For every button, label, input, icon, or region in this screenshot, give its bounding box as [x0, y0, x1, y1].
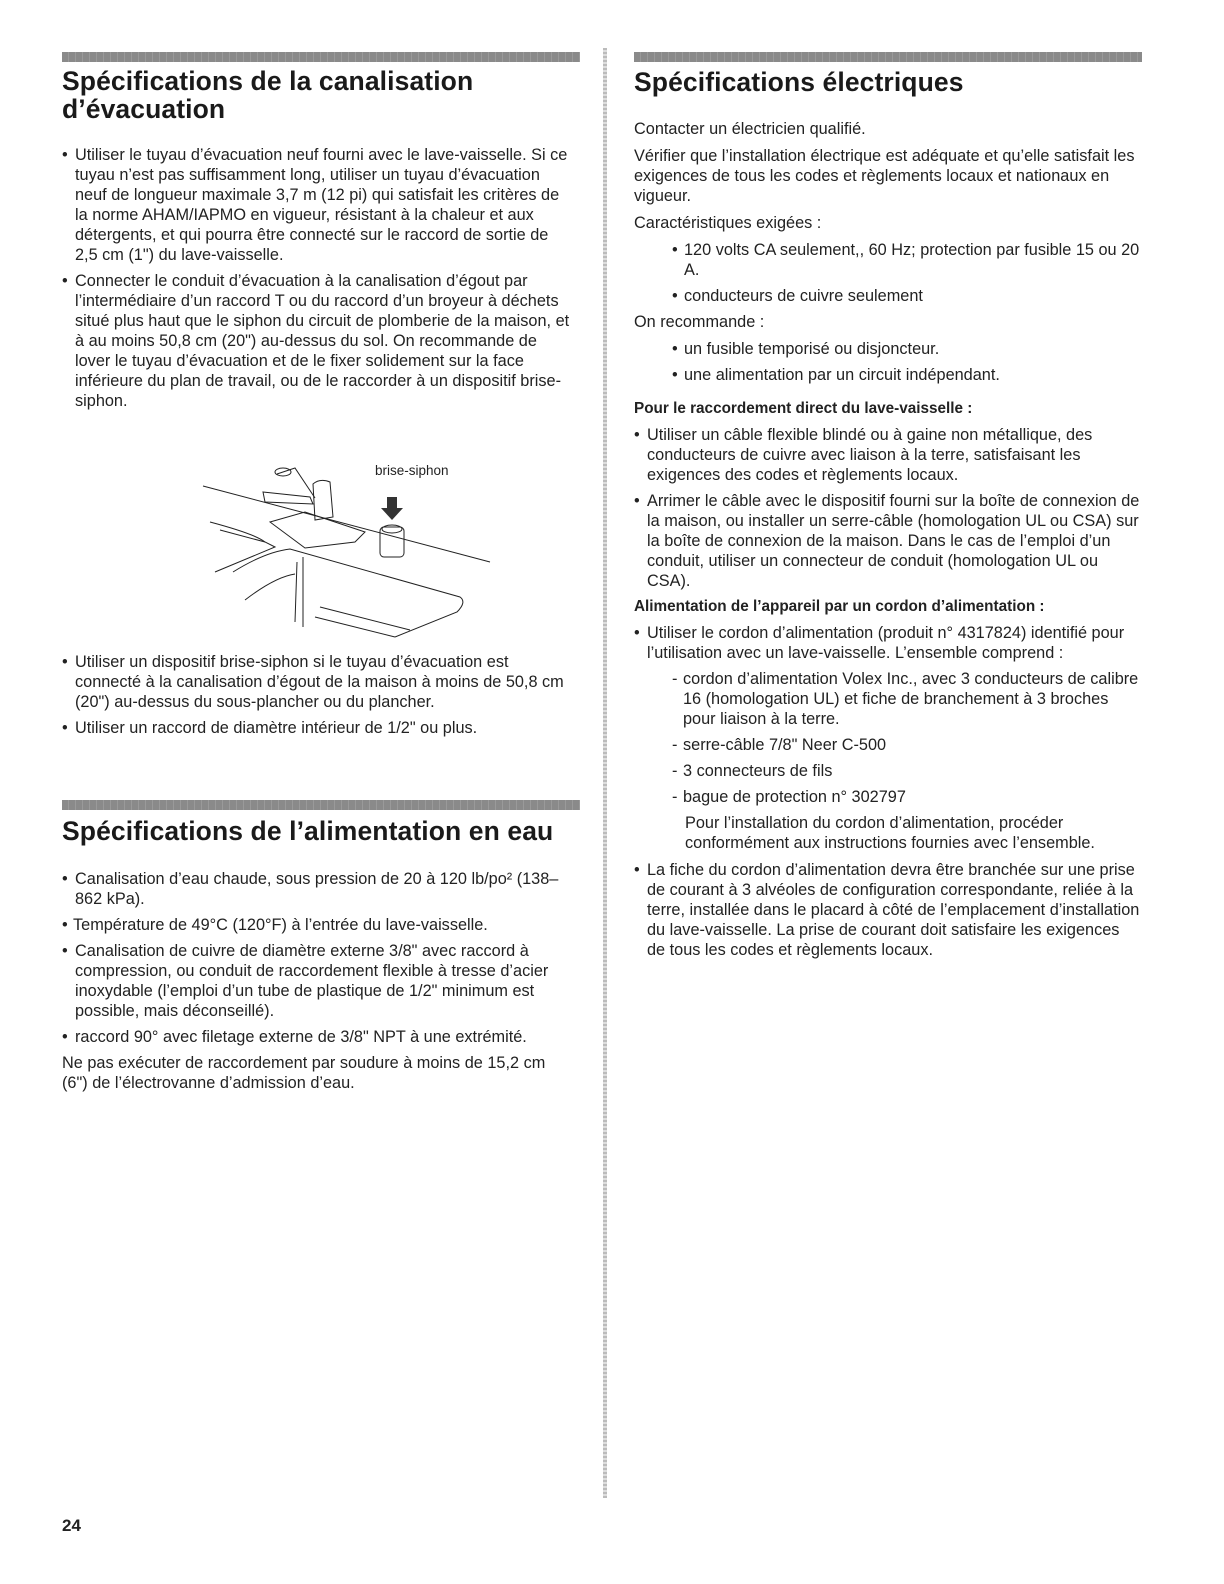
electrical-title: Spécifications électriques — [634, 67, 964, 97]
list-item: • Utiliser un raccord de diamètre intérieur de 1/2" ou plus. — [62, 718, 572, 738]
list-item: • conducteurs de cuivre seulement — [672, 286, 1142, 306]
paragraph: Vérifier que l’installation électrique est adéquate et qu’elle satisfait les exigences de tous les codes et règlements locaux et nationaux en vigueur. — [634, 147, 1135, 205]
list-item: • Utiliser un câble flexible blindé ou à gaine non métallique, des conducteurs de cuivre avec liaison à la terre, satisfaisant les exigences des codes et règlements locaux. — [634, 425, 1142, 485]
page-number: 24 — [62, 1516, 81, 1535]
sink-illustration — [195, 452, 495, 647]
kit-item: - bague de protection n° 302797 — [672, 787, 1142, 807]
drain-title: Spécifications de la canalisation d’évacuation — [62, 66, 474, 124]
paragraph: Contacter un électricien qualifié. — [634, 120, 866, 138]
list-item: • un fusible temporisé ou disjoncteur. — [672, 339, 1142, 359]
drain-section — [62, 52, 580, 417]
kit-item: - cordon d’alimentation Volex Inc., avec 3 conducteurs de calibre 16 (homologation UL) et fiche de branchement à 3 broches pour liaison à la terre. — [672, 669, 1142, 729]
cord-heading: Alimentation de l’appareil par un cordon d’alimentation : — [634, 598, 1045, 615]
list-item: • raccord 90° avec filetage externe de 3/8" NPT à une extrémité. — [62, 1027, 572, 1047]
requirements-label: Caractéristiques exigées : — [634, 214, 822, 232]
water-section — [62, 800, 580, 1100]
list-item: • Utiliser le tuyau d’évacuation neuf fourni avec le lave-vaisselle. Si ce tuyau n’est pas suffisamment long, utiliser un tuyau d’évacuation neuf de longueur maximale 3,7 m (12 pi) qui satisfait les critères de la norme AHAM/IAPMO en vigueur, résistant à la chaleur et aux détergents, et qui pourra être connecté sur le raccord de sortie de 2,5 cm (1") du lave-vaisselle. — [62, 145, 572, 265]
list-item: • 120 volts CA seulement,, 60 Hz; protection par fusible 15 ou 20 A. — [672, 240, 1142, 280]
arrow-down-icon — [381, 497, 403, 520]
section-bar — [62, 800, 580, 810]
drain-section-continued — [62, 652, 580, 744]
section-bar — [62, 52, 580, 62]
list-item: • Utiliser un dispositif brise-siphon si le tuyau d’évacuation est connecté à la canalisation d’égout de la maison à moins de 50,8 cm (20") au-dessus du sous-plancher ou du plancher. — [62, 652, 572, 712]
list-item: • Température de 49°C (120°F) à l’entrée du lave-vaisselle. — [62, 915, 572, 935]
kit-item: - serre-câble 7/8" Neer C-500 — [672, 735, 1142, 755]
electrical-section — [634, 52, 1142, 966]
solder-note: Ne pas exécuter de raccordement par soudure à moins de 15,2 cm (6") de l’électrovanne d’admission d’eau. — [62, 1054, 546, 1092]
list-item: • Connecter le conduit d’évacuation à la canalisation d’égout par l’intermédiaire d’un raccord T ou du raccord d’un broyeur à déchets situé plus haut que le siphon du circuit de plomberie de la maison, et à au moins 50,8 cm (20") au-dessus du sol. On recommande de lover le tuyau d’évacuation et de le fixer solidement sur la face inférieure du plan de travail, ou de le raccorder à un dispositif brise-siphon. — [62, 271, 572, 411]
kit-item: - 3 connecteurs de fils — [672, 761, 1142, 781]
figure-label: brise-siphon — [375, 463, 449, 478]
column-divider — [603, 48, 607, 1498]
recommend-label: On recommande : — [634, 313, 765, 331]
list-item: • Canalisation de cuivre de diamètre externe 3/8" avec raccord à compression, ou conduit de raccordement flexible à tresse d’acier inoxydable (l’emploi d’un tube de plastique de 1/2" minimum est possible, mais déconseillé). — [62, 941, 572, 1021]
list-item: • une alimentation par un circuit indépendant. — [672, 365, 1142, 385]
kit-note: Pour l’installation du cordon d’alimentation, procéder conformément aux instructions fournies avec l’ensemble. — [685, 814, 1095, 852]
list-item: • Canalisation d’eau chaude, sous pression de 20 à 120 lb/po² (138–862 kPa). — [62, 869, 572, 909]
direct-heading: Pour le raccordement direct du lave-vaisselle : — [634, 400, 973, 417]
section-bar — [634, 52, 1142, 62]
list-item: • Arrimer le câble avec le dispositif fourni sur la boîte de connexion de la maison, ou installer un serre-câble (homologation UL ou CSA) sur la boîte de connexion de la maison. Dans le cas de l’emploi d’un conduit, utiliser un connecteur de conduit (homologation UL ou CSA). — [634, 491, 1142, 591]
list-item: • Utiliser le cordon d’alimentation (produit n° 4317824) identifié pour l’utilisation avec un lave-vaisselle. L’ensemble comprend : — [634, 623, 1142, 663]
water-title: Spécifications de l’alimentation en eau — [62, 816, 554, 846]
air-gap-figure — [195, 452, 495, 647]
list-item: • La fiche du cordon d’alimentation devra être branchée sur une prise de courant à 3 alvéoles de configuration correspondante, reliée à la terre, installée dans le placard à côté de l’emplacement d’installation du lave-vaisselle. La prise de courant doit satisfaire les exigences de tous les codes et règlements locaux. — [634, 860, 1142, 960]
